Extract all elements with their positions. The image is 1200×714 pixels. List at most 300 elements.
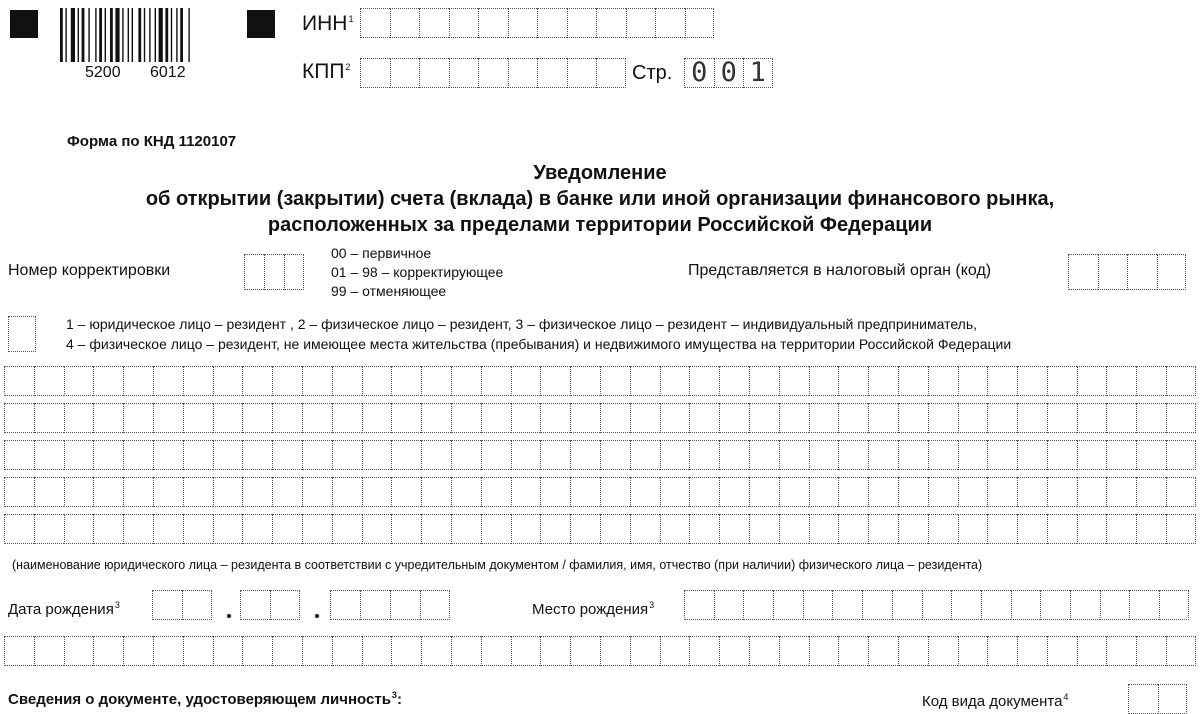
input-cell[interactable] [451, 514, 481, 544]
input-cell[interactable] [64, 403, 94, 433]
input-cell[interactable] [421, 514, 451, 544]
input-cell[interactable] [809, 403, 839, 433]
input-cell[interactable] [242, 477, 272, 507]
input-cell[interactable] [4, 366, 34, 396]
input-cell[interactable] [272, 636, 302, 666]
input-cell[interactable] [123, 514, 153, 544]
input-cell[interactable] [714, 58, 744, 88]
input-cell[interactable] [1166, 514, 1196, 544]
input-cell[interactable] [685, 8, 715, 38]
input-cell[interactable] [838, 440, 868, 470]
input-cell[interactable] [183, 636, 213, 666]
input-cell[interactable] [93, 440, 123, 470]
input-cell[interactable] [596, 58, 626, 88]
input-cell[interactable] [34, 440, 64, 470]
input-cell[interactable] [868, 514, 898, 544]
input-cell[interactable] [749, 477, 779, 507]
input-cell[interactable] [391, 636, 421, 666]
input-cell[interactable] [987, 403, 1017, 433]
input-cell[interactable] [928, 366, 958, 396]
name-grid-row[interactable] [4, 477, 1196, 507]
name-grid-row[interactable] [4, 366, 1196, 396]
correction-number-field[interactable] [244, 254, 304, 290]
input-cell[interactable] [272, 366, 302, 396]
page-number-field[interactable] [684, 58, 773, 88]
input-cell[interactable] [264, 254, 284, 290]
input-cell[interactable] [1017, 366, 1047, 396]
input-cell[interactable] [390, 8, 420, 38]
input-cell[interactable] [391, 440, 421, 470]
input-cell[interactable] [1106, 403, 1136, 433]
input-cell[interactable] [421, 440, 451, 470]
input-cell[interactable] [481, 403, 511, 433]
input-cell[interactable] [1106, 636, 1136, 666]
input-cell[interactable] [630, 514, 660, 544]
input-cell[interactable] [537, 58, 567, 88]
input-cell[interactable] [34, 403, 64, 433]
input-cell[interactable] [600, 636, 630, 666]
input-cell[interactable] [213, 636, 243, 666]
input-cell[interactable] [898, 514, 928, 544]
input-cell[interactable] [152, 590, 182, 620]
input-cell[interactable] [390, 590, 420, 620]
input-cell[interactable] [153, 514, 183, 544]
input-cell[interactable] [360, 8, 390, 38]
input-cell[interactable] [332, 440, 362, 470]
input-cell[interactable] [330, 590, 360, 620]
input-cell[interactable] [302, 636, 332, 666]
input-cell[interactable] [508, 8, 538, 38]
input-cell[interactable] [719, 514, 749, 544]
input-cell[interactable] [421, 403, 451, 433]
input-cell[interactable] [123, 477, 153, 507]
input-cell[interactable] [4, 514, 34, 544]
input-cell[interactable] [958, 440, 988, 470]
input-cell[interactable] [868, 477, 898, 507]
input-cell[interactable] [360, 58, 390, 88]
input-cell[interactable] [1129, 590, 1159, 620]
input-cell[interactable] [743, 590, 773, 620]
input-cell[interactable] [1017, 440, 1047, 470]
input-cell[interactable] [719, 403, 749, 433]
input-cell[interactable] [4, 477, 34, 507]
input-cell[interactable] [749, 440, 779, 470]
input-cell[interactable] [719, 636, 749, 666]
input-cell[interactable] [1136, 477, 1166, 507]
input-cell[interactable] [451, 366, 481, 396]
input-cell[interactable] [183, 514, 213, 544]
input-cell[interactable] [451, 403, 481, 433]
input-cell[interactable] [600, 440, 630, 470]
input-cell[interactable] [719, 440, 749, 470]
input-cell[interactable] [362, 477, 392, 507]
input-cell[interactable] [481, 366, 511, 396]
input-cell[interactable] [689, 636, 719, 666]
input-cell[interactable] [838, 366, 868, 396]
input-cell[interactable] [1077, 403, 1107, 433]
input-cell[interactable] [570, 636, 600, 666]
input-cell[interactable] [719, 366, 749, 396]
input-cell[interactable] [596, 8, 626, 38]
input-cell[interactable] [1077, 636, 1107, 666]
input-cell[interactable] [779, 366, 809, 396]
input-cell[interactable] [270, 590, 300, 620]
input-cell[interactable] [809, 477, 839, 507]
input-cell[interactable] [714, 590, 744, 620]
input-cell[interactable] [1106, 477, 1136, 507]
input-cell[interactable] [242, 440, 272, 470]
input-cell[interactable] [183, 477, 213, 507]
input-cell[interactable] [600, 403, 630, 433]
input-cell[interactable] [123, 403, 153, 433]
input-cell[interactable] [1017, 514, 1047, 544]
input-cell[interactable] [868, 440, 898, 470]
birth-date-day-field[interactable] [152, 590, 212, 620]
input-cell[interactable] [242, 403, 272, 433]
input-cell[interactable] [1077, 366, 1107, 396]
input-cell[interactable] [749, 636, 779, 666]
input-cell[interactable] [511, 514, 541, 544]
input-cell[interactable] [660, 514, 690, 544]
input-cell[interactable] [540, 403, 570, 433]
input-cell[interactable] [981, 590, 1011, 620]
input-cell[interactable] [183, 366, 213, 396]
input-cell[interactable] [958, 366, 988, 396]
input-cell[interactable] [284, 254, 304, 290]
input-cell[interactable] [244, 254, 264, 290]
input-cell[interactable] [1098, 254, 1128, 290]
input-cell[interactable] [749, 403, 779, 433]
input-cell[interactable] [511, 636, 541, 666]
input-cell[interactable] [689, 403, 719, 433]
input-cell[interactable] [362, 366, 392, 396]
input-cell[interactable] [391, 514, 421, 544]
input-cell[interactable] [684, 590, 714, 620]
input-cell[interactable] [302, 477, 332, 507]
input-cell[interactable] [391, 477, 421, 507]
input-cell[interactable] [1106, 366, 1136, 396]
input-cell[interactable] [838, 477, 868, 507]
organization-name-field[interactable] [0, 366, 1200, 546]
input-cell[interactable] [511, 403, 541, 433]
input-cell[interactable] [898, 366, 928, 396]
input-cell[interactable] [478, 8, 508, 38]
input-cell[interactable] [773, 590, 803, 620]
input-cell[interactable] [93, 514, 123, 544]
input-cell[interactable] [660, 477, 690, 507]
input-cell[interactable] [1077, 477, 1107, 507]
input-cell[interactable] [360, 590, 390, 620]
birth-place-field-continuation[interactable] [0, 636, 1200, 666]
input-cell[interactable] [779, 477, 809, 507]
input-cell[interactable] [332, 477, 362, 507]
input-cell[interactable] [1106, 440, 1136, 470]
input-cell[interactable] [838, 514, 868, 544]
input-cell[interactable] [570, 440, 600, 470]
input-cell[interactable] [272, 440, 302, 470]
input-cell[interactable] [64, 477, 94, 507]
input-cell[interactable] [928, 440, 958, 470]
input-cell[interactable] [689, 440, 719, 470]
input-cell[interactable] [958, 636, 988, 666]
birth-place-grid-row[interactable] [4, 636, 1196, 666]
input-cell[interactable] [1166, 366, 1196, 396]
input-cell[interactable] [93, 636, 123, 666]
input-cell[interactable] [951, 590, 981, 620]
input-cell[interactable] [958, 477, 988, 507]
input-cell[interactable] [630, 636, 660, 666]
input-cell[interactable] [1068, 254, 1098, 290]
input-cell[interactable] [34, 366, 64, 396]
input-cell[interactable] [391, 403, 421, 433]
input-cell[interactable] [213, 366, 243, 396]
input-cell[interactable] [809, 440, 839, 470]
input-cell[interactable] [1047, 636, 1077, 666]
input-cell[interactable] [1047, 514, 1077, 544]
input-cell[interactable] [508, 58, 538, 88]
input-cell[interactable] [1047, 403, 1077, 433]
input-cell[interactable] [93, 366, 123, 396]
name-grid-row[interactable] [4, 440, 1196, 470]
input-cell[interactable] [449, 58, 479, 88]
input-cell[interactable] [838, 403, 868, 433]
input-cell[interactable] [540, 440, 570, 470]
input-cell[interactable] [958, 403, 988, 433]
input-cell[interactable] [421, 477, 451, 507]
birth-date-month-field[interactable] [240, 590, 300, 620]
input-cell[interactable] [511, 477, 541, 507]
input-cell[interactable] [928, 636, 958, 666]
input-cell[interactable] [390, 58, 420, 88]
input-cell[interactable] [481, 440, 511, 470]
input-cell[interactable] [928, 514, 958, 544]
input-cell[interactable] [1070, 590, 1100, 620]
input-cell[interactable] [540, 636, 570, 666]
input-cell[interactable] [892, 590, 922, 620]
input-cell[interactable] [302, 440, 332, 470]
input-cell[interactable] [1011, 590, 1041, 620]
input-cell[interactable] [302, 403, 332, 433]
input-cell[interactable] [332, 403, 362, 433]
taxpayer-type-field[interactable] [8, 316, 36, 352]
input-cell[interactable] [332, 636, 362, 666]
input-cell[interactable] [987, 440, 1017, 470]
input-cell[interactable] [511, 440, 541, 470]
input-cell[interactable] [898, 477, 928, 507]
input-cell[interactable] [1047, 366, 1077, 396]
input-cell[interactable] [362, 514, 392, 544]
input-cell[interactable] [719, 477, 749, 507]
input-cell[interactable] [832, 590, 862, 620]
input-cell[interactable] [4, 636, 34, 666]
input-cell[interactable] [451, 636, 481, 666]
input-cell[interactable] [1136, 514, 1166, 544]
input-cell[interactable] [600, 366, 630, 396]
input-cell[interactable] [272, 477, 302, 507]
input-cell[interactable] [1077, 440, 1107, 470]
input-cell[interactable] [1047, 477, 1077, 507]
input-cell[interactable] [689, 366, 719, 396]
input-cell[interactable] [362, 636, 392, 666]
input-cell[interactable] [123, 366, 153, 396]
input-cell[interactable] [809, 514, 839, 544]
input-cell[interactable] [64, 514, 94, 544]
input-cell[interactable] [1128, 684, 1158, 714]
input-cell[interactable] [1166, 636, 1196, 666]
input-cell[interactable] [153, 440, 183, 470]
input-cell[interactable] [660, 440, 690, 470]
input-cell[interactable] [928, 477, 958, 507]
input-cell[interactable] [391, 366, 421, 396]
input-cell[interactable] [1158, 684, 1188, 714]
input-cell[interactable] [34, 636, 64, 666]
input-cell[interactable] [809, 366, 839, 396]
input-cell[interactable] [1077, 514, 1107, 544]
input-cell[interactable] [4, 440, 34, 470]
input-cell[interactable] [922, 590, 952, 620]
input-cell[interactable] [749, 366, 779, 396]
input-cell[interactable] [868, 366, 898, 396]
input-cell[interactable] [153, 477, 183, 507]
input-cell[interactable] [537, 8, 567, 38]
input-cell[interactable] [838, 636, 868, 666]
input-cell[interactable] [570, 366, 600, 396]
input-cell[interactable] [362, 403, 392, 433]
input-cell[interactable] [93, 477, 123, 507]
input-cell[interactable] [421, 636, 451, 666]
input-cell[interactable] [1100, 590, 1130, 620]
input-cell[interactable] [213, 477, 243, 507]
input-cell[interactable] [242, 636, 272, 666]
input-cell[interactable] [1166, 477, 1196, 507]
input-cell[interactable] [1157, 254, 1187, 290]
input-cell[interactable] [630, 403, 660, 433]
input-cell[interactable] [626, 8, 656, 38]
input-cell[interactable] [540, 477, 570, 507]
birth-date-year-field[interactable] [330, 590, 450, 620]
input-cell[interactable] [898, 403, 928, 433]
name-grid-row[interactable] [4, 514, 1196, 544]
input-cell[interactable] [1136, 366, 1166, 396]
input-cell[interactable] [1017, 477, 1047, 507]
input-cell[interactable] [958, 514, 988, 544]
input-cell[interactable] [1136, 403, 1166, 433]
input-cell[interactable] [987, 636, 1017, 666]
input-cell[interactable] [8, 316, 36, 352]
input-cell[interactable] [1040, 590, 1070, 620]
input-cell[interactable] [511, 366, 541, 396]
input-cell[interactable] [689, 477, 719, 507]
input-cell[interactable] [928, 403, 958, 433]
kpp-field[interactable] [360, 58, 626, 88]
input-cell[interactable] [689, 514, 719, 544]
input-cell[interactable] [660, 636, 690, 666]
input-cell[interactable] [419, 8, 449, 38]
input-cell[interactable] [803, 590, 833, 620]
birth-place-field[interactable] [684, 590, 1189, 620]
input-cell[interactable] [987, 366, 1017, 396]
input-cell[interactable] [332, 514, 362, 544]
name-grid-row[interactable] [4, 403, 1196, 433]
input-cell[interactable] [64, 366, 94, 396]
input-cell[interactable] [123, 440, 153, 470]
input-cell[interactable] [451, 440, 481, 470]
input-cell[interactable] [183, 440, 213, 470]
input-cell[interactable] [153, 636, 183, 666]
input-cell[interactable] [660, 366, 690, 396]
input-cell[interactable] [1136, 440, 1166, 470]
input-cell[interactable] [1017, 636, 1047, 666]
input-cell[interactable] [1017, 403, 1047, 433]
input-cell[interactable] [630, 477, 660, 507]
input-cell[interactable] [570, 514, 600, 544]
input-cell[interactable] [898, 440, 928, 470]
input-cell[interactable] [779, 440, 809, 470]
input-cell[interactable] [242, 514, 272, 544]
input-cell[interactable] [987, 477, 1017, 507]
input-cell[interactable] [1047, 440, 1077, 470]
input-cell[interactable] [332, 366, 362, 396]
input-cell[interactable] [1127, 254, 1157, 290]
input-cell[interactable] [93, 403, 123, 433]
input-cell[interactable] [34, 477, 64, 507]
input-cell[interactable] [362, 440, 392, 470]
input-cell[interactable] [420, 590, 450, 620]
input-cell[interactable] [898, 636, 928, 666]
input-cell[interactable] [567, 8, 597, 38]
input-cell[interactable] [182, 590, 212, 620]
input-cell[interactable] [987, 514, 1017, 544]
input-cell[interactable] [64, 636, 94, 666]
input-cell[interactable] [240, 590, 270, 620]
input-cell[interactable] [242, 366, 272, 396]
input-cell[interactable] [64, 440, 94, 470]
input-cell[interactable] [123, 636, 153, 666]
input-cell[interactable] [779, 514, 809, 544]
input-cell[interactable] [630, 366, 660, 396]
input-cell[interactable] [660, 403, 690, 433]
input-cell[interactable] [481, 477, 511, 507]
input-cell[interactable] [600, 477, 630, 507]
input-cell[interactable] [567, 58, 597, 88]
input-cell[interactable] [779, 636, 809, 666]
input-cell[interactable] [419, 58, 449, 88]
input-cell[interactable] [630, 440, 660, 470]
input-cell[interactable] [421, 366, 451, 396]
input-cell[interactable] [478, 58, 508, 88]
input-cell[interactable] [570, 403, 600, 433]
input-cell[interactable] [34, 514, 64, 544]
input-cell[interactable] [213, 403, 243, 433]
input-cell[interactable] [1106, 514, 1136, 544]
input-cell[interactable] [302, 366, 332, 396]
input-cell[interactable] [743, 58, 773, 88]
input-cell[interactable] [272, 514, 302, 544]
document-type-code-field[interactable] [1128, 684, 1187, 714]
input-cell[interactable] [570, 477, 600, 507]
input-cell[interactable] [153, 366, 183, 396]
input-cell[interactable] [868, 636, 898, 666]
input-cell[interactable] [449, 8, 479, 38]
input-cell[interactable] [1166, 403, 1196, 433]
input-cell[interactable] [749, 514, 779, 544]
input-cell[interactable] [655, 8, 685, 38]
input-cell[interactable] [862, 590, 892, 620]
input-cell[interactable] [213, 514, 243, 544]
input-cell[interactable] [302, 514, 332, 544]
tax-authority-code-field[interactable] [1068, 254, 1186, 290]
input-cell[interactable] [4, 403, 34, 433]
